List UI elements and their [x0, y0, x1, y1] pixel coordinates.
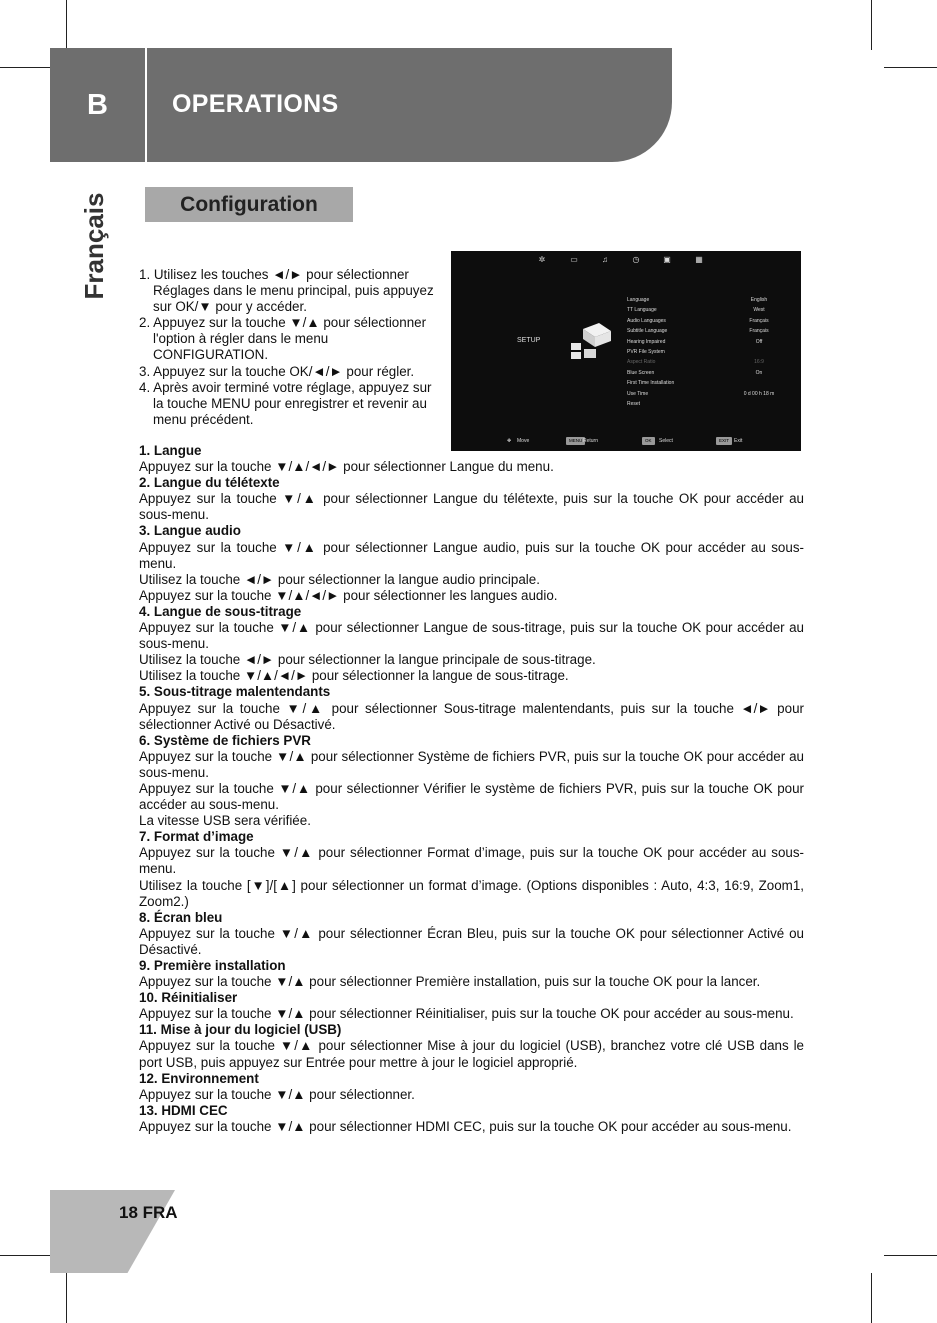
setting-label: First Time Installation — [627, 380, 675, 387]
move-icon: ✥ — [507, 438, 512, 444]
tv-setting-row — [627, 399, 797, 409]
paragraph: Appuyez sur la touche ▼/▲ pour sélectionner Vérifier le système de fichiers PVR, puis sur la touche OK pour accéder au sous-menu. — [139, 780, 804, 813]
lock-icon: ▣ — [663, 255, 671, 264]
ok-key: OK — [642, 437, 655, 445]
side-language-label: Français — [78, 192, 109, 300]
crop-mark — [66, 1273, 67, 1323]
tv-setting-row — [627, 368, 797, 378]
setting-value: On — [755, 369, 763, 376]
setup-box-icon — [567, 321, 617, 361]
section-langue-sous-titrage — [139, 604, 804, 684]
tv-setting-row — [627, 305, 797, 315]
list-item: 2. Appuyez sur la touche ▼/▲ pour sélectionner l'option à régler dans le menu CONFIGURATION. — [139, 315, 427, 363]
setting-value: Français — [749, 317, 769, 324]
section-mise-a-jour-logiciel — [139, 1022, 804, 1070]
tv-settings-list — [627, 295, 797, 409]
section-hdmi-cec — [139, 1103, 804, 1135]
setting-label: Language — [627, 297, 650, 303]
paragraph: Appuyez sur la touche ▼/▲ pour sélectionner HDMI CEC, puis sur la touche OK pour accéder au sous-menu. — [139, 1118, 792, 1134]
header-divider — [145, 48, 147, 162]
tv-setting-row — [627, 357, 797, 367]
music-icon: ♫ — [602, 255, 608, 264]
setting-value: 0 d 00 h 18 m — [743, 390, 775, 397]
return-hint: Return — [583, 438, 599, 444]
setting-value: Français — [749, 328, 769, 335]
setting-value: West — [753, 307, 765, 314]
crop-mark — [884, 1255, 937, 1256]
exit-key: EXIT — [716, 437, 732, 445]
setting-value: English — [750, 297, 768, 303]
section-heading: 13. HDMI CEC — [139, 1102, 228, 1118]
section-systeme-fichiers-pvr — [139, 733, 804, 830]
tv-setting-row — [627, 326, 797, 336]
paragraph: Appuyez sur la touche ▼/▲ pour sélectionner Première installation, puis sur la touche OK pour la lancer. — [139, 974, 761, 990]
setting-label: Blue Screen — [627, 369, 655, 376]
paragraph: Appuyez sur la touche ▼/▲ pour sélectionner Langue de sous-titrage, puis sur la touche OK pour accéder au sous-menu. — [139, 620, 804, 652]
setting-label: PVR File System — [627, 348, 665, 355]
section-letter: B — [87, 88, 108, 121]
section-heading: 12. Environnement — [139, 1070, 259, 1086]
picture-icon: ✲ — [538, 255, 546, 264]
paragraph: Utilisez la touche [▼]/[▲] pour sélectionner un format d’image. (Options disponibles : Auto, 4:3, 16:9, Zoom1, Zoom2.) — [139, 877, 804, 909]
steps-list — [139, 267, 444, 428]
list-item: 1. Utilisez les touches ◄/► pour sélectionner Réglages dans le menu principal, puis appuyez sur OK/▼ pour y accéder. — [139, 267, 434, 315]
tv-setting-row — [627, 316, 797, 326]
section-langue-audio — [139, 523, 804, 603]
paragraph: Appuyez sur la touche ▼/▲ pour sélectionner Réinitialiser, puis sur la touche OK pour accéder au sous-menu. — [139, 1006, 794, 1022]
tv-setting-row — [627, 378, 797, 388]
page-number: 18 FRA — [119, 1203, 178, 1222]
crop-mark — [66, 0, 67, 50]
tv-setup-label: SETUP — [517, 337, 541, 344]
tv-setup-screenshot — [451, 251, 801, 451]
setting-label: Hearing Impaired — [627, 338, 666, 345]
paragraph: Appuyez sur la touche ▼/▲/◄/► pour sélectionner les langues audio. — [139, 587, 558, 603]
paragraph: Appuyez sur la touche ▼/▲/◄/► pour sélectionner Langue du menu. — [139, 459, 554, 475]
section-heading: 6. Système de fichiers PVR — [139, 732, 311, 748]
section-langue — [139, 443, 804, 475]
crop-mark — [871, 0, 872, 50]
crop-mark — [884, 67, 937, 68]
section-sous-titrage-malentendants — [139, 684, 804, 732]
paragraph: Utilisez la touche ◄/► pour sélectionner la langue principale de sous-titrage. — [139, 652, 596, 668]
section-heading: 10. Réinitialiser — [139, 990, 238, 1006]
crop-mark — [871, 1273, 872, 1323]
tv-setting-row — [627, 389, 797, 399]
paragraph: Utilisez la touche ▼/▲/◄/► pour sélectionner la langue de sous-titrage. — [139, 668, 569, 684]
setting-label: Aspect Ratio — [627, 359, 656, 366]
paragraph: Appuyez sur la touche ▼/▲ pour sélectionner Langue du télétexte, puis sur la touche OK pour accéder au sous-menu. — [139, 491, 804, 523]
section-heading: 2. Langue du télétexte — [139, 475, 280, 491]
screen-icon: ▭ — [570, 255, 578, 264]
setting-value: 16:9 — [754, 359, 764, 366]
page-heading: Configuration — [145, 187, 353, 222]
section-premiere-installation — [139, 958, 804, 990]
setting-label: Use Time — [627, 390, 649, 397]
tv-setting-row — [627, 347, 797, 357]
paragraph: Appuyez sur la touche ▼/▲ pour sélectionner. — [139, 1086, 415, 1102]
exit-hint: Exit — [734, 438, 743, 444]
section-heading: 7. Format d’image — [139, 829, 254, 845]
paragraph: Appuyez sur la touche ▼/▲ pour sélectionner Langue audio, puis sur la touche OK pour accéder au sous-menu. — [139, 539, 804, 571]
tv-menu-icons — [537, 255, 707, 265]
section-heading: 4. Langue de sous-titrage — [139, 603, 302, 619]
setting-label: Reset — [627, 400, 641, 407]
paragraph: Appuyez sur la touche ▼/▲ pour sélectionner Système de fichiers PVR, puis sur la touche OK pour accéder au sous-menu. — [139, 748, 804, 780]
list-item: 4. Après avoir terminé votre réglage, appuyez sur la touche MENU pour enregistrer et revenir au menu précédent. — [139, 379, 432, 427]
crop-mark — [0, 1255, 50, 1256]
section-heading: 3. Langue audio — [139, 523, 241, 539]
setting-label: Audio Languages — [627, 317, 666, 324]
tv-setting-row — [627, 295, 797, 305]
select-hint: Select — [659, 438, 673, 444]
apps-icon: ▦ — [695, 255, 703, 264]
paragraph: Utilisez la touche ◄/► pour sélectionner la langue audio principale. — [139, 571, 540, 587]
section-heading: 11. Mise à jour du logiciel (USB) — [139, 1022, 342, 1038]
crop-mark — [0, 67, 50, 68]
setting-value: Off — [755, 338, 763, 345]
section-heading: 5. Sous-titrage malentendants — [139, 684, 331, 700]
paragraph: Appuyez sur la touche ▼/▲ pour sélectionner Écran Bleu, puis sur la touche OK pour sélectionner Activé ou Désactivé. — [139, 925, 804, 957]
section-langue-teletexte — [139, 475, 804, 523]
setting-label: Subtitle Language — [627, 328, 668, 335]
paragraph: La vitesse USB sera vérifiée. — [139, 813, 311, 829]
instructions-body — [139, 443, 804, 1135]
setting-label: TT Language — [627, 307, 657, 314]
section-format-image — [139, 829, 804, 909]
menu-key: MENU — [566, 437, 585, 445]
paragraph: Appuyez sur la touche ▼/▲ pour sélectionner Format d’image, puis sur la touche OK pour accéder au sous-menu. — [139, 845, 804, 877]
clock-icon: ◷ — [632, 255, 640, 264]
section-environnement — [139, 1071, 804, 1103]
section-ecran-bleu — [139, 910, 804, 958]
section-heading: 1. Langue — [139, 443, 202, 458]
move-hint: Move — [517, 438, 530, 444]
paragraph: Appuyez sur la touche ▼/▲ pour sélectionner Sous-titrage malentendants, puis sur la touche ◄/► pour sélectionner Activé ou Désactivé. — [139, 700, 804, 732]
paragraph: Appuyez sur la touche ▼/▲ pour sélectionner Mise à jour du logiciel (USB), branchez votre clé USB dans le port USB, puis appuyez sur Entrée pour mettre à jour le logiciel approprié. — [139, 1038, 804, 1070]
section-heading: 9. Première installation — [139, 958, 286, 973]
section-title: OPERATIONS — [172, 90, 339, 118]
tv-setting-row — [627, 337, 797, 347]
section-reinitialiser — [139, 990, 804, 1022]
section-heading: 8. Écran bleu — [139, 909, 223, 925]
list-item: 3. Appuyez sur la touche OK/◄/► pour régler. — [139, 363, 415, 379]
